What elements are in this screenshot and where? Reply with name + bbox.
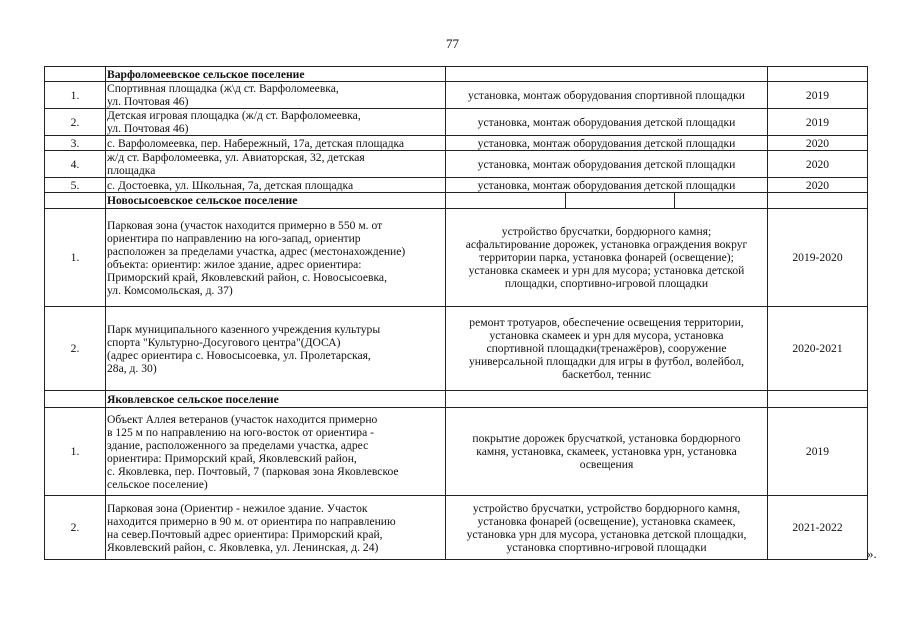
implementation-year: 2020 (768, 151, 868, 178)
row-number: 2. (45, 109, 106, 136)
row-number: 2. (45, 307, 106, 391)
section-title: Варфоломеевское сельское поселение (106, 67, 446, 82)
object-description: Парковая зона (Ориентир - нежилое здание. Участок находится примерно в 90 м. от ориентира по направлению на север.Почтовый адрес ориентира: Приморский край, Яковлевский район, с. Яковлевка, ул. Ленинская, д. 24) (106, 496, 446, 560)
works-description: устройство брусчатки, устройство бордюрного камня, установка фонарей (освещение), установка скамеек, установка урн для мусора, установка детской площадки, установка спортивно-игровой площадки (446, 496, 768, 560)
works-description: покрытие дорожек брусчаткой, установка бордюрного камня, установка, скамеек, установка урн, установка освещения (446, 408, 768, 496)
page-number: 77 (446, 36, 459, 51)
object-description: Парк муниципального казенного учреждения культуры спорта "Культурно-Досугового центра"(ДОСА) (адрес ориентира с. Новосысоевка, ул. Пролетарская, 28а, д. 30) (106, 307, 446, 391)
table-row (45, 82, 868, 109)
implementation-year: 2020-2021 (768, 307, 868, 391)
works-description: установка, монтаж оборудования детской площадки (446, 109, 768, 136)
row-number: 2. (45, 496, 106, 560)
table-row (45, 178, 868, 193)
object-description: ж/д ст. Варфоломеевка, ул. Авиаторская, 32, детская площадка (106, 151, 446, 178)
table-row (45, 408, 868, 496)
section-header-row (45, 193, 868, 209)
object-description: с. Достоевка, ул. Школьная, 7а, детская площадка (106, 178, 446, 193)
row-number: 1. (45, 408, 106, 496)
table-row (45, 209, 868, 307)
object-description: Детская игровая площадка (ж/д ст. Варфоломеевка, ул. Почтовая 46) (106, 109, 446, 136)
object-description: Спортивная площадка (ж\д ст. Варфоломеевка, ул. Почтовая 46) (106, 82, 446, 109)
row-number: 3. (45, 136, 106, 151)
row-number: 5. (45, 178, 106, 193)
table-row (45, 496, 868, 560)
implementation-year: 2019 (768, 82, 868, 109)
section-year-cell (768, 391, 868, 408)
works-description: ремонт тротуаров, обеспечение освещения территории, установка скамеек и урн для мусора, установка спортивной площадки(тренажёров), сооружение универсальной площадки для игры в футбол, волейбол, баскетбол, теннис (446, 307, 768, 391)
table-row (45, 307, 868, 391)
object-description: Парковая зона (участок находится примерно в 550 м. от ориентира по направлению на юго-запад, ориентир расположен за пределами участка, адрес (местонахождение) объекта: ориентир: жилое здание, адрес ориентира: Приморский край, Яковлевский район, с. Новосысоевка, ул. Комсомольская, д. 37) (106, 209, 446, 307)
section-title: Новосысоевское сельское поселение (106, 193, 446, 209)
row-number: 1. (45, 82, 106, 109)
section-works-cell (446, 193, 768, 209)
row-number: 4. (45, 151, 106, 178)
section-num-cell (45, 193, 106, 209)
section-title: Яковлевское сельское поселение (106, 391, 446, 408)
section-num-cell (45, 67, 106, 82)
object-description: с. Варфоломеевка, пер. Набережный, 17а, детская площадка (106, 136, 446, 151)
works-description: установка, монтаж оборудования детской площадки (446, 178, 768, 193)
section-header-row (45, 391, 868, 408)
blank-subcell (447, 193, 565, 208)
implementation-year: 2020 (768, 178, 868, 193)
section-num-cell (45, 391, 106, 408)
implementation-year: 2020 (768, 136, 868, 151)
section-works-cell (446, 391, 768, 408)
table-row (45, 109, 868, 136)
table-row (45, 136, 868, 151)
section-year-cell (768, 193, 868, 209)
implementation-year: 2019-2020 (768, 209, 868, 307)
improvement-objects-table (44, 66, 868, 560)
works-description: установка, монтаж оборудования детской площадки (446, 136, 768, 151)
works-description: установка, монтаж оборудования детской площадки (446, 151, 768, 178)
table-row (45, 151, 868, 178)
closing-quote: ». (867, 546, 877, 561)
works-description: устройство брусчатки, бордюрного камня; асфальтирование дорожек, установка ограждения вокруг территории парка, установка фонарей (освещение); установка скамеек и урн для мусора; установка детской площадки, спортивно-игровой площадки (446, 209, 768, 307)
blank-subcell (565, 193, 674, 208)
implementation-year: 2021-2022 (768, 496, 868, 560)
works-description: установка, монтаж оборудования спортивной площадки (446, 82, 768, 109)
implementation-year: 2019 (768, 408, 868, 496)
row-number: 1. (45, 209, 106, 307)
implementation-year: 2019 (768, 109, 868, 136)
section-header-row (45, 67, 868, 82)
section-works-cell (446, 67, 768, 82)
blank-subcell (674, 193, 766, 208)
section-year-cell (768, 67, 868, 82)
object-description: Объект Аллея ветеранов (участок находится примерно в 125 м по направлению на юго-восток от ориентира - здание, расположенного за пределами участка, адрес ориентира: Приморский край, Яковлевский район, с. Яковлевка, пер. Почтовый, 7 (парковая зона Яковлевское сельское поселение) (106, 408, 446, 496)
